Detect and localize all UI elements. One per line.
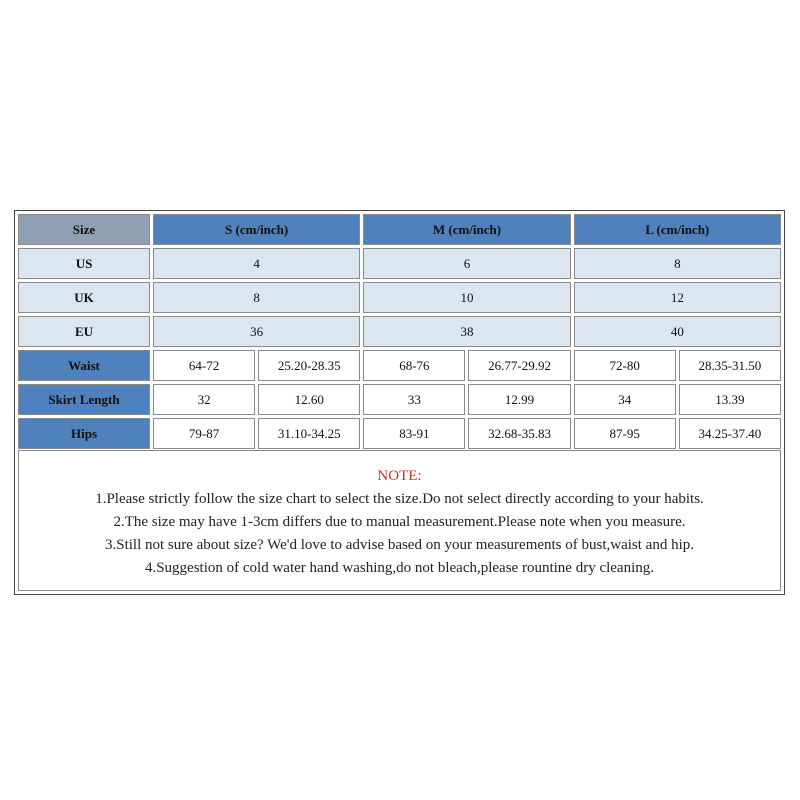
hips-s-inch: 31.10-34.25 [258,418,360,449]
row-label-waist: Waist [18,350,150,381]
hips-s-cm: 79-87 [153,418,255,449]
hips-m-cm: 83-91 [363,418,465,449]
us-m-value: 6 [363,248,570,279]
waist-l-inch: 28.35-31.50 [679,350,781,381]
eu-s-value: 36 [153,316,360,347]
table-row-us [18,248,781,279]
row-label-uk: UK [18,282,150,313]
note-box [18,450,781,591]
row-label-skirt-length: Skirt Length [18,384,150,415]
table-row-skirt-length [18,384,781,415]
skirt-length-m-inch: 12.99 [468,384,570,415]
uk-s-value: 8 [153,282,360,313]
skirt-length-s-inch: 12.60 [258,384,360,415]
header-s: S (cm/inch) [153,214,360,245]
skirt-length-l-cm: 34 [574,384,676,415]
row-label-hips: Hips [18,418,150,449]
hips-m-inch: 32.68-35.83 [468,418,570,449]
skirt-length-l-inch: 13.39 [679,384,781,415]
us-s-value: 4 [153,248,360,279]
table-row-hips [18,418,781,449]
eu-l-value: 40 [574,316,781,347]
hips-l-cm: 87-95 [574,418,676,449]
note-title: NOTE: [377,468,422,484]
size-chart [14,210,785,595]
size-table [15,211,784,452]
waist-m-inch: 26.77-29.92 [468,350,570,381]
note-line-3: 3.Still not sure about size? We'd love to advise based on your measurements of bust,waist and hip. [104,537,695,553]
waist-l-cm: 72-80 [574,350,676,381]
note-line-4: 4.Suggestion of cold water hand washing,do not bleach,please rountine dry cleaning. [144,560,655,576]
header-row [18,214,781,245]
header-size: Size [18,214,150,245]
header-l: L (cm/inch) [574,214,781,245]
note-line-1: 1.Please strictly follow the size chart to select the size.Do not select directly according to your habits. [95,491,704,507]
row-label-eu: EU [18,316,150,347]
note-line-2: 2.The size may have 1-3cm differs due to manual measurement.Please note when you measure. [113,514,686,530]
us-l-value: 8 [574,248,781,279]
skirt-length-s-cm: 32 [153,384,255,415]
table-row-eu [18,316,781,347]
table-row-uk [18,282,781,313]
eu-m-value: 38 [363,316,570,347]
waist-s-cm: 64-72 [153,350,255,381]
row-label-us: US [18,248,150,279]
table-row-waist [18,350,781,381]
waist-s-inch: 25.20-28.35 [258,350,360,381]
waist-m-cm: 68-76 [363,350,465,381]
header-m: M (cm/inch) [363,214,570,245]
hips-l-inch: 34.25-37.40 [679,418,781,449]
uk-m-value: 10 [363,282,570,313]
skirt-length-m-cm: 33 [363,384,465,415]
uk-l-value: 12 [574,282,781,313]
